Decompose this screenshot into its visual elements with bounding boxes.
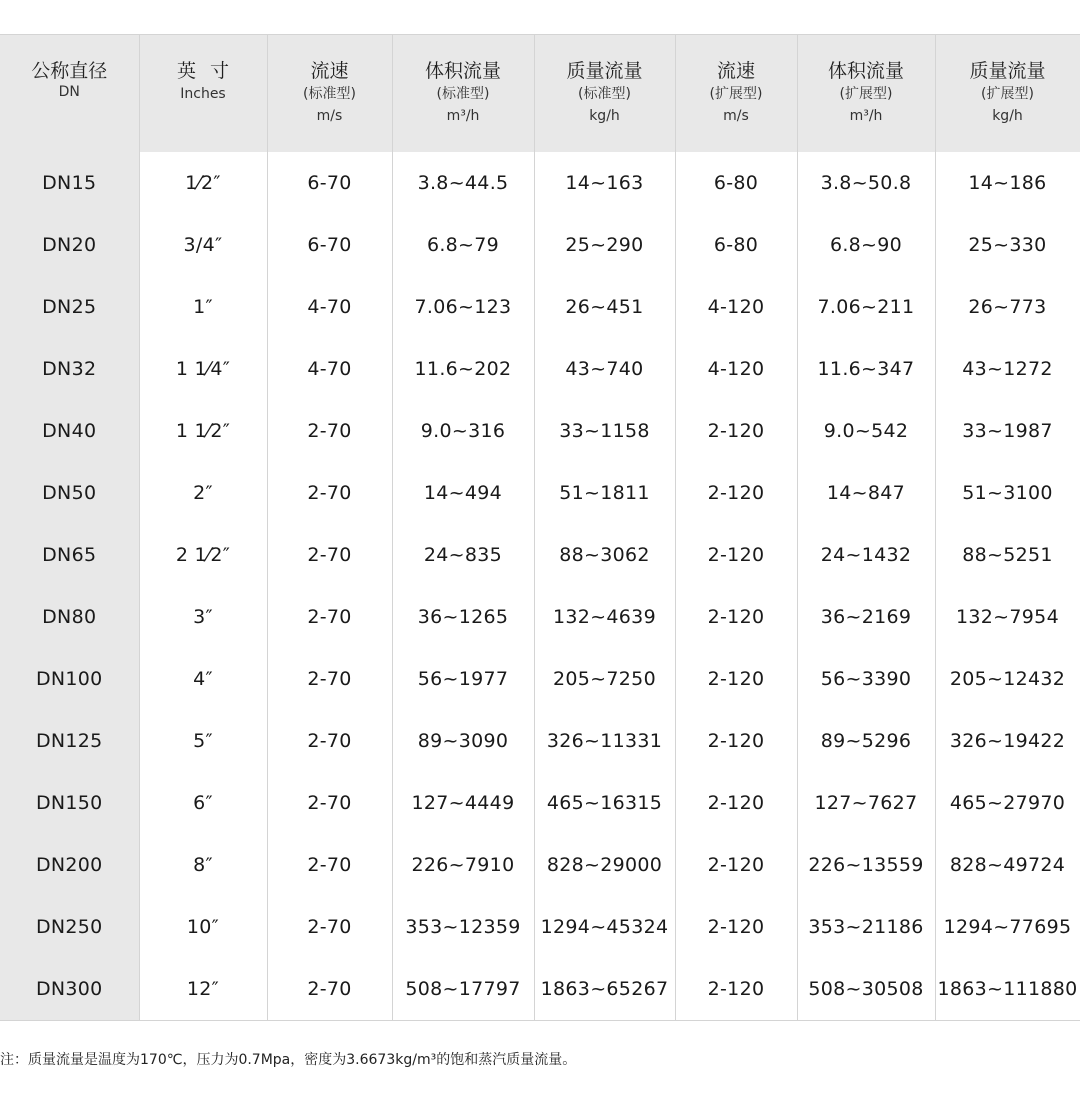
cell-velocity-standard: 2-70 [267, 586, 392, 648]
cell-dn: DN15 [0, 152, 139, 214]
cell-velocity-extended: 2-120 [675, 710, 797, 772]
cell-volume-flow-standard: 226~7910 [392, 834, 534, 896]
cell-mass-flow-extended: 33~1987 [935, 400, 1080, 462]
header-volume-flow-standard [392, 35, 534, 153]
header-subtitle: (标准型) [578, 86, 631, 102]
cell-volume-flow-standard: 14~494 [392, 462, 534, 524]
cell-mass-flow-standard: 51~1811 [534, 462, 675, 524]
cell-volume-flow-extended: 14~847 [797, 462, 935, 524]
cell-mass-flow-standard: 26~451 [534, 276, 675, 338]
cell-volume-flow-standard: 353~12359 [392, 896, 534, 958]
cell-velocity-standard: 2-70 [267, 648, 392, 710]
cell-mass-flow-extended: 88~5251 [935, 524, 1080, 586]
cell-dn: DN20 [0, 214, 139, 276]
cell-inches: 1 1⁄2″ [139, 400, 267, 462]
cell-inches: 3/4″ [139, 214, 267, 276]
cell-volume-flow-standard: 127~4449 [392, 772, 534, 834]
table-row [0, 710, 1080, 772]
cell-inches: 4″ [139, 648, 267, 710]
cell-mass-flow-standard: 33~1158 [534, 400, 675, 462]
cell-volume-flow-extended: 508~30508 [797, 958, 935, 1021]
cell-mass-flow-extended: 132~7954 [935, 586, 1080, 648]
cell-volume-flow-standard: 11.6~202 [392, 338, 534, 400]
header-title: 体积流量 [424, 60, 501, 82]
cell-velocity-extended: 2-120 [675, 524, 797, 586]
cell-velocity-extended: 2-120 [675, 400, 797, 462]
cell-velocity-standard: 2-70 [267, 400, 392, 462]
cell-volume-flow-extended: 7.06~211 [797, 276, 935, 338]
table-row [0, 338, 1080, 400]
cell-mass-flow-extended: 828~49724 [935, 834, 1080, 896]
header-title: 体积流量 [827, 60, 904, 82]
flow-spec-table-container [0, 34, 1080, 1021]
cell-volume-flow-extended: 36~2169 [797, 586, 935, 648]
cell-velocity-standard: 2-70 [267, 462, 392, 524]
cell-inches: 3″ [139, 586, 267, 648]
cell-mass-flow-extended: 1863~111880 [935, 958, 1080, 1021]
header-dn [0, 35, 139, 153]
cell-mass-flow-standard: 828~29000 [534, 834, 675, 896]
cell-dn: DN150 [0, 772, 139, 834]
header-unit: m³/h [446, 108, 480, 124]
cell-dn: DN32 [0, 338, 139, 400]
cell-mass-flow-standard: 326~11331 [534, 710, 675, 772]
cell-volume-flow-extended: 56~3390 [797, 648, 935, 710]
cell-velocity-standard: 2-70 [267, 834, 392, 896]
cell-volume-flow-standard: 508~17797 [392, 958, 534, 1021]
header-subtitle: (扩展型) [981, 86, 1034, 102]
cell-inches: 2″ [139, 462, 267, 524]
cell-velocity-standard: 4-70 [267, 276, 392, 338]
cell-volume-flow-standard: 56~1977 [392, 648, 534, 710]
cell-mass-flow-standard: 1863~65267 [534, 958, 675, 1021]
cell-velocity-extended: 2-120 [675, 462, 797, 524]
cell-mass-flow-standard: 43~740 [534, 338, 675, 400]
cell-volume-flow-extended: 89~5296 [797, 710, 935, 772]
cell-mass-flow-standard: 205~7250 [534, 648, 675, 710]
cell-mass-flow-extended: 14~186 [935, 152, 1080, 214]
flow-spec-table [0, 34, 1080, 1021]
header-title: 流速 [310, 60, 349, 82]
cell-inches: 6″ [139, 772, 267, 834]
cell-volume-flow-standard: 24~835 [392, 524, 534, 586]
header-unit: m/s [316, 108, 343, 124]
cell-volume-flow-extended: 9.0~542 [797, 400, 935, 462]
cell-volume-flow-standard: 9.0~316 [392, 400, 534, 462]
table-row [0, 276, 1080, 338]
cell-velocity-standard: 2-70 [267, 896, 392, 958]
cell-velocity-extended: 2-120 [675, 896, 797, 958]
header-unit: m/s [723, 108, 749, 124]
cell-volume-flow-extended: 353~21186 [797, 896, 935, 958]
cell-inches: 8″ [139, 834, 267, 896]
cell-dn: DN40 [0, 400, 139, 462]
cell-velocity-extended: 4-120 [675, 276, 797, 338]
cell-velocity-extended: 4-120 [675, 338, 797, 400]
cell-velocity-extended: 6-80 [675, 152, 797, 214]
cell-velocity-standard: 2-70 [267, 958, 392, 1021]
header-title: 质量流量 [566, 60, 643, 82]
cell-dn: DN250 [0, 896, 139, 958]
cell-velocity-standard: 2-70 [267, 524, 392, 586]
header-inches [139, 35, 267, 153]
cell-velocity-extended: 2-120 [675, 834, 797, 896]
table-row [0, 524, 1080, 586]
header-subtitle: Inches [180, 86, 226, 102]
cell-dn: DN125 [0, 710, 139, 772]
cell-inches: 10″ [139, 896, 267, 958]
cell-mass-flow-extended: 25~330 [935, 214, 1080, 276]
cell-volume-flow-extended: 6.8~90 [797, 214, 935, 276]
cell-volume-flow-standard: 3.8~44.5 [392, 152, 534, 214]
table-row [0, 834, 1080, 896]
header-title: 公称直径 [31, 60, 108, 82]
cell-inches: 5″ [139, 710, 267, 772]
cell-inches: 1 1⁄4″ [139, 338, 267, 400]
cell-mass-flow-standard: 132~4639 [534, 586, 675, 648]
cell-volume-flow-extended: 3.8~50.8 [797, 152, 935, 214]
cell-velocity-standard: 6-70 [267, 214, 392, 276]
cell-mass-flow-extended: 51~3100 [935, 462, 1080, 524]
cell-volume-flow-extended: 226~13559 [797, 834, 935, 896]
table-row [0, 462, 1080, 524]
cell-velocity-extended: 2-120 [675, 958, 797, 1021]
cell-volume-flow-extended: 127~7627 [797, 772, 935, 834]
header-velocity-extended [675, 35, 797, 153]
cell-mass-flow-extended: 326~19422 [935, 710, 1080, 772]
table-row [0, 586, 1080, 648]
cell-velocity-standard: 2-70 [267, 772, 392, 834]
cell-volume-flow-extended: 24~1432 [797, 524, 935, 586]
cell-velocity-standard: 2-70 [267, 710, 392, 772]
cell-mass-flow-extended: 26~773 [935, 276, 1080, 338]
cell-velocity-extended: 2-120 [675, 586, 797, 648]
cell-inches: 1⁄2″ [139, 152, 267, 214]
table-row [0, 648, 1080, 710]
table-row [0, 896, 1080, 958]
header-unit: kg/h [589, 108, 620, 124]
table-row [0, 400, 1080, 462]
cell-dn: DN50 [0, 462, 139, 524]
header-unit: m³/h [849, 108, 883, 124]
table-body [0, 152, 1080, 1021]
cell-mass-flow-standard: 25~290 [534, 214, 675, 276]
cell-mass-flow-extended: 1294~77695 [935, 896, 1080, 958]
header-subtitle: (标准型) [303, 86, 356, 102]
cell-dn: DN300 [0, 958, 139, 1021]
cell-volume-flow-standard: 36~1265 [392, 586, 534, 648]
header-subtitle: (标准型) [436, 86, 490, 102]
header-subtitle: (扩展型) [709, 86, 763, 102]
cell-dn: DN200 [0, 834, 139, 896]
cell-inches: 1″ [139, 276, 267, 338]
cell-dn: DN25 [0, 276, 139, 338]
table-row [0, 772, 1080, 834]
header-title: 英寸 [176, 60, 243, 82]
cell-inches: 12″ [139, 958, 267, 1021]
footnote: 注：质量流量是温度为170℃，压力为0.7Mpa，密度为3.6673kg/m³的饱和蒸汽质量流量。 [0, 1052, 577, 1068]
cell-velocity-extended: 6-80 [675, 214, 797, 276]
header-subtitle: (扩展型) [839, 86, 893, 102]
cell-velocity-standard: 6-70 [267, 152, 392, 214]
table-header-row [0, 35, 1080, 153]
table-row [0, 214, 1080, 276]
header-velocity-standard [267, 35, 392, 153]
cell-mass-flow-extended: 43~1272 [935, 338, 1080, 400]
header-unit: kg/h [992, 108, 1023, 124]
cell-mass-flow-standard: 88~3062 [534, 524, 675, 586]
header-mass-flow-standard [534, 35, 675, 153]
cell-volume-flow-standard: 7.06~123 [392, 276, 534, 338]
cell-mass-flow-standard: 14~163 [534, 152, 675, 214]
header-mass-flow-extended [935, 35, 1080, 153]
cell-mass-flow-extended: 205~12432 [935, 648, 1080, 710]
cell-volume-flow-standard: 89~3090 [392, 710, 534, 772]
header-title: 流速 [716, 60, 755, 82]
cell-dn: DN80 [0, 586, 139, 648]
header-subtitle: DN [58, 84, 80, 100]
cell-dn: DN65 [0, 524, 139, 586]
cell-volume-flow-standard: 6.8~79 [392, 214, 534, 276]
table-row [0, 152, 1080, 214]
cell-mass-flow-extended: 465~27970 [935, 772, 1080, 834]
table-row [0, 958, 1080, 1021]
header-volume-flow-extended [797, 35, 935, 153]
cell-mass-flow-standard: 1294~45324 [534, 896, 675, 958]
cell-dn: DN100 [0, 648, 139, 710]
cell-inches: 2 1⁄2″ [139, 524, 267, 586]
header-title: 质量流量 [969, 60, 1046, 82]
cell-velocity-extended: 2-120 [675, 772, 797, 834]
cell-mass-flow-standard: 465~16315 [534, 772, 675, 834]
cell-velocity-extended: 2-120 [675, 648, 797, 710]
cell-velocity-standard: 4-70 [267, 338, 392, 400]
cell-volume-flow-extended: 11.6~347 [797, 338, 935, 400]
